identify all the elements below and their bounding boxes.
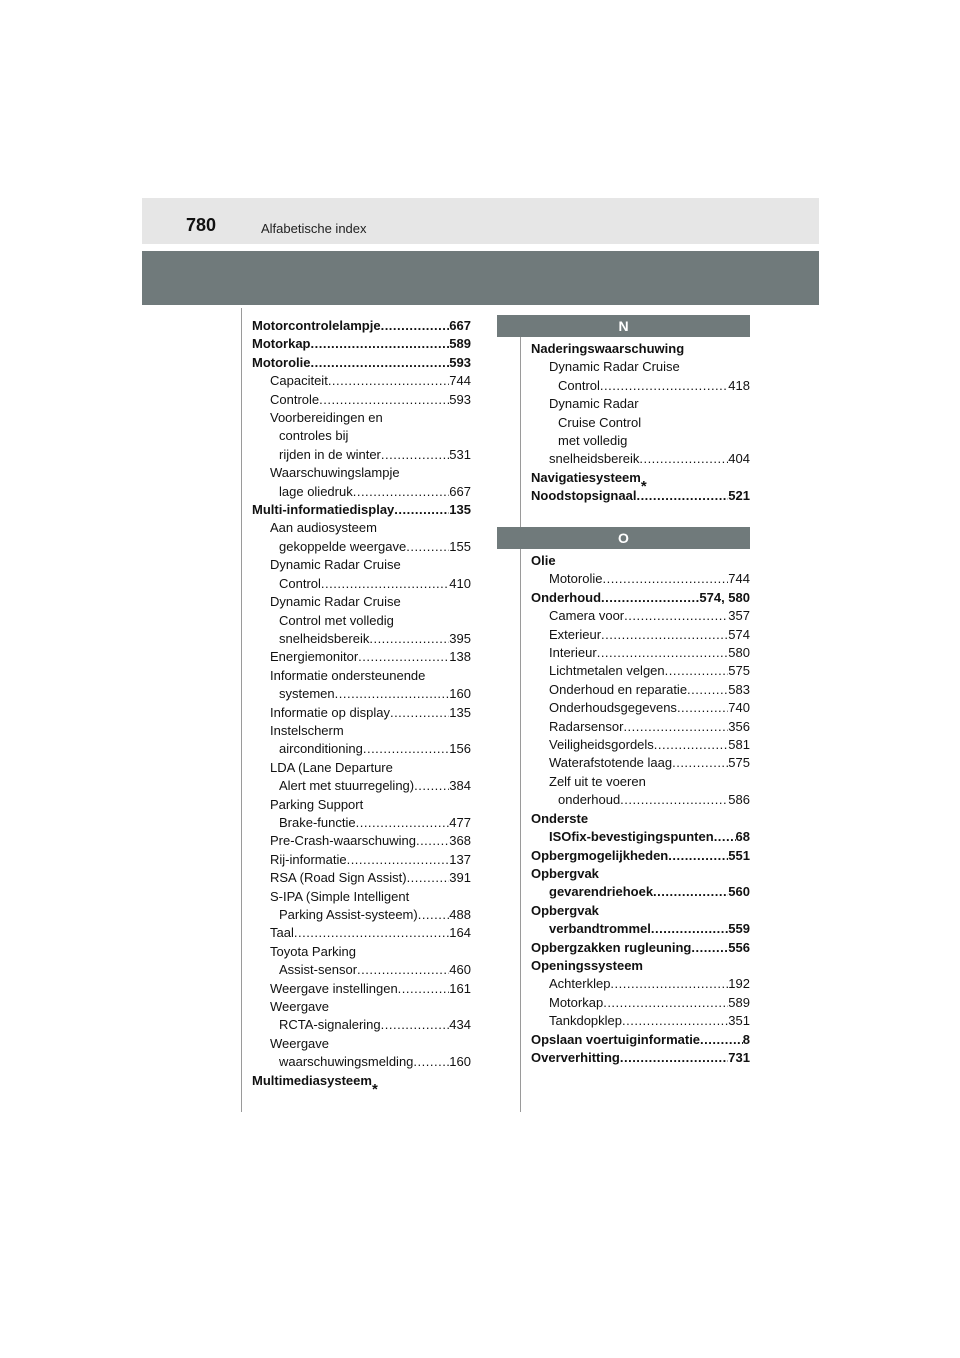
- entry-page-number: 357: [728, 608, 750, 624]
- entry-term: Parking Support: [270, 796, 364, 812]
- entry-term: S-IPA (Simple Intelligent: [270, 888, 410, 904]
- index-entry: [252, 1053, 471, 1071]
- index-entry: [531, 552, 750, 570]
- entry-page-number: 667: [449, 483, 471, 499]
- index-entry: [531, 395, 750, 413]
- index-entry: [531, 681, 750, 699]
- index-entry: [252, 648, 471, 666]
- index-entry: [531, 865, 750, 883]
- dot-leader: [654, 736, 729, 754]
- entry-page-number: 488: [449, 907, 471, 922]
- entry-page-number: 589: [449, 336, 471, 352]
- entry-term: Aan audiosysteem: [270, 520, 377, 536]
- index-entry: [531, 414, 750, 432]
- entry-term: RCTA-signalering: [279, 1017, 381, 1033]
- entry-term: Instelscherm: [270, 722, 344, 738]
- entry-term: Oververhitting: [531, 1049, 620, 1065]
- dot-leader: [677, 699, 728, 717]
- index-entry: [252, 612, 471, 630]
- dot-leader: [369, 630, 449, 648]
- index-entry: [252, 391, 471, 409]
- entry-page-number: 589: [728, 994, 750, 1010]
- entry-term: Informatie ondersteunende: [270, 667, 426, 683]
- entry-page-number: 368: [449, 833, 471, 849]
- entry-term: rijden in de winter: [279, 446, 381, 462]
- entry-term: Dynamic Radar Cruise: [270, 557, 401, 573]
- entry-page-number: 137: [449, 851, 471, 867]
- index-entry: [252, 354, 471, 372]
- index-entry: [252, 851, 471, 869]
- entry-term: Radarsensor: [549, 718, 624, 734]
- entry-page-number: 477: [449, 814, 471, 830]
- index-entry: [531, 810, 750, 828]
- entry-term: Opbergvak: [531, 865, 599, 881]
- index-entry: [252, 777, 471, 795]
- index-entry: [531, 994, 750, 1012]
- entry-term: Onderhoudsgegevens: [549, 700, 677, 716]
- index-entry: [531, 828, 750, 846]
- entry-page-number: 593: [449, 354, 471, 370]
- entry-term: Weergave: [270, 999, 330, 1015]
- entry-term: snelheidsbereik: [279, 630, 370, 646]
- dot-leader: [407, 869, 450, 887]
- dot-leader: [406, 538, 449, 556]
- entry-page-number: 138: [449, 649, 471, 665]
- index-entry: [531, 432, 750, 450]
- entry-term: Noodstopsignaal: [531, 488, 637, 504]
- entry-term: verbandtrommel: [549, 921, 651, 937]
- index-entry: [252, 483, 471, 501]
- entry-term: Dynamic Radar Cruise: [549, 359, 680, 375]
- entry-term: Taal: [270, 925, 294, 941]
- entry-term: Informatie op display: [270, 704, 390, 720]
- entry-term: Camera voor: [549, 608, 625, 624]
- dot-leader: [624, 607, 728, 625]
- entry-term: Opbergmogelijkheden: [531, 847, 669, 863]
- entry-term: controles bij: [279, 428, 349, 444]
- entry-page-number: 192: [728, 976, 750, 992]
- index-entry: [252, 372, 471, 390]
- index-entry: [252, 814, 471, 832]
- index-entry: Navigatiesysteem *: [531, 469, 647, 496]
- dot-leader: [413, 1053, 449, 1071]
- entry-term: RSA (Road Sign Assist): [270, 870, 407, 886]
- dot-leader: [601, 589, 699, 607]
- entry-term: Onderste: [531, 810, 589, 826]
- index-entry: [252, 519, 471, 537]
- dot-leader: [381, 1016, 450, 1034]
- entry-page-number: 68: [735, 829, 750, 845]
- dot-leader: [600, 377, 728, 395]
- entry-term: Rij-informatie: [270, 851, 347, 867]
- index-entry: [531, 957, 750, 975]
- index-column-right-o: [497, 527, 750, 1067]
- index-entry: [252, 832, 471, 850]
- dot-leader: [668, 847, 728, 865]
- page-number: 780: [186, 215, 217, 235]
- entry-page-number: 410: [449, 575, 471, 591]
- entry-term: onderhoud: [558, 792, 621, 808]
- dot-leader: [687, 681, 728, 699]
- entry-term: Exterieur: [549, 626, 602, 642]
- index-entry: [531, 570, 750, 588]
- dot-leader: [651, 920, 728, 938]
- dot-leader: [294, 924, 449, 942]
- entry-page-number: 556: [728, 939, 750, 955]
- entry-term: Controle: [270, 391, 320, 407]
- entry-term: snelheidsbereik: [549, 451, 640, 467]
- index-entry: [531, 607, 750, 625]
- index-entry: Multimediasysteem *: [252, 1072, 378, 1099]
- index-entry: [531, 939, 750, 957]
- index-column-left: [252, 317, 471, 1099]
- index-entry: [531, 450, 750, 468]
- dot-leader: [416, 832, 449, 850]
- entry-page-number: 574: [728, 626, 750, 642]
- index-entry: [531, 662, 750, 680]
- dot-leader: [358, 648, 449, 666]
- index-entry: [531, 626, 750, 644]
- index-entry: [252, 685, 471, 703]
- dot-leader: [601, 626, 728, 644]
- entry-term: lage oliedruk: [279, 483, 353, 499]
- index-entry: [252, 575, 471, 593]
- entry-term: Onderhoud: [531, 589, 602, 605]
- entry-page-number: 581: [728, 737, 750, 753]
- entry-term: Control: [279, 575, 321, 591]
- entry-term: Naderingswaarschuwing: [531, 341, 685, 356]
- entry-term: Pre-Crash-waarschuwing: [270, 833, 416, 849]
- entry-term: Cruise Control: [558, 414, 642, 430]
- dot-leader: [319, 391, 449, 409]
- entry-term: Interieur: [549, 645, 597, 661]
- dot-leader: [381, 446, 449, 464]
- index-entry: [252, 704, 471, 722]
- entry-term: Parking Assist-systeem): [279, 907, 418, 922]
- dot-leader: [398, 980, 450, 998]
- entry-page-number: 593: [449, 391, 471, 407]
- entry-term: Dynamic Radar Cruise: [270, 594, 401, 610]
- entry-term: Opbergzakken rugleuning: [531, 939, 692, 955]
- entry-term: Motorolie: [549, 571, 603, 587]
- index-entry: [531, 699, 750, 717]
- section-title: Alfabetische index: [261, 221, 367, 236]
- index-entry: [531, 358, 750, 376]
- dot-leader: [347, 851, 450, 869]
- dot-leader: [356, 814, 450, 832]
- entry-page-number: 418: [728, 377, 750, 393]
- index-entry: [252, 906, 471, 924]
- entry-term: Motorkap: [252, 336, 311, 352]
- entry-page-number: 161: [449, 980, 471, 996]
- section-o-entries: [497, 549, 750, 1067]
- index-entry: [252, 1035, 471, 1053]
- entry-term: Lichtmetalen velgen: [549, 663, 665, 679]
- entry-page-number: 575: [728, 755, 750, 771]
- entry-term: Openingssysteem: [531, 957, 643, 973]
- entry-page-number: 164: [449, 925, 471, 941]
- index-entry: [252, 335, 471, 353]
- entry-page-number: 351: [728, 1013, 750, 1029]
- dot-leader: [597, 644, 729, 662]
- entry-term: Waarschuwingslampje: [270, 465, 400, 481]
- dot-leader: [390, 704, 449, 722]
- entry-term: Weergave: [270, 1035, 330, 1051]
- index-entry: [252, 796, 471, 814]
- entry-term: gevarendriehoek: [549, 884, 654, 900]
- index-entry: [252, 667, 471, 685]
- letter-header-o: O: [497, 527, 750, 549]
- entry-page-number: 521: [728, 488, 750, 504]
- entry-term: ISOfix-bevestigingspunten: [549, 829, 714, 845]
- index-entry: [531, 736, 750, 754]
- entry-page-number: 391: [449, 870, 471, 886]
- index-entry: [252, 869, 471, 887]
- index-entry: [531, 920, 750, 938]
- index-entry: [252, 961, 471, 979]
- index-entry: [531, 340, 750, 358]
- index-entry: [252, 943, 471, 961]
- entry-term: Capaciteit: [270, 373, 328, 389]
- index-entry: [252, 980, 471, 998]
- letter-header-n: N: [497, 315, 750, 337]
- index-entry: [252, 501, 471, 519]
- entry-page-number: 135: [449, 704, 471, 720]
- dot-leader: [353, 483, 450, 501]
- header-dark-band: [142, 251, 819, 305]
- entry-page-number: 395: [449, 630, 471, 646]
- dot-leader: [363, 740, 449, 758]
- entry-term: Navigatiesysteem: [531, 469, 641, 485]
- entry-term: Weergave instellingen: [270, 980, 398, 996]
- entry-term: met volledig: [558, 433, 628, 449]
- entry-term: Multi-informatiedisplay: [252, 502, 395, 518]
- entry-term: Opslaan voertuiginformatie: [531, 1031, 701, 1047]
- entry-page-number: 551: [728, 847, 750, 863]
- entry-term: Multimediasysteem: [252, 1072, 372, 1088]
- entry-page-number: 583: [728, 681, 750, 697]
- entry-term: Alert met stuurregeling): [279, 778, 415, 794]
- entry-term: Zelf uit te voeren: [549, 773, 646, 789]
- index-entry: [531, 644, 750, 662]
- entry-page-number: 667: [449, 318, 471, 333]
- entry-term: Motorcontrolelampje: [252, 318, 381, 333]
- index-entry: [531, 487, 750, 505]
- entry-page-number: 560: [728, 884, 750, 900]
- dot-leader: [321, 575, 449, 593]
- dot-leader: [311, 354, 450, 372]
- index-entry: [531, 791, 750, 809]
- entry-term: Waterafstotende laag: [549, 755, 673, 771]
- entry-page-number: 356: [728, 718, 750, 734]
- entry-term: Olie: [531, 553, 556, 568]
- entry-page-number: 575: [728, 663, 750, 679]
- entry-term: gekoppelde weergave: [279, 538, 407, 554]
- index-entry: [252, 740, 471, 758]
- entry-page-number: 384: [449, 778, 471, 794]
- index-entry: [531, 718, 750, 736]
- index-entry: [252, 1016, 471, 1034]
- entry-term: Energiemonitor: [270, 649, 359, 665]
- dot-leader: [665, 662, 729, 680]
- dot-leader: [653, 883, 728, 901]
- entry-page-number: 744: [728, 571, 750, 587]
- dot-leader: [714, 828, 736, 846]
- entry-page-number: 586: [728, 792, 750, 808]
- index-entry: [252, 427, 471, 445]
- left-column-rule: [241, 308, 242, 1112]
- dot-leader: [610, 975, 728, 993]
- index-entry: [252, 538, 471, 556]
- dot-leader: [335, 685, 450, 703]
- index-entry: [531, 1012, 750, 1030]
- entry-page-number: 155: [449, 538, 471, 554]
- entry-term: Veiligheidsgordels: [549, 737, 654, 753]
- dot-leader: [394, 501, 449, 519]
- header-band: [142, 198, 819, 244]
- entry-page-number: 160: [449, 686, 471, 702]
- entry-term: Achterklep: [549, 976, 611, 992]
- index-entry: [252, 317, 471, 335]
- dot-leader: [602, 570, 728, 588]
- dot-leader: [622, 1012, 728, 1030]
- dot-leader: [328, 372, 449, 390]
- dot-leader: [700, 1031, 743, 1049]
- entry-page-number: 135: [449, 502, 471, 518]
- index-entry: [531, 975, 750, 993]
- entry-page-number: 531: [449, 446, 471, 462]
- entry-term: Brake-functie: [279, 814, 356, 830]
- dot-leader: [414, 777, 449, 795]
- entry-term: airconditioning: [279, 741, 363, 757]
- entry-term: Dynamic Radar: [549, 396, 639, 412]
- dot-leader: [381, 317, 450, 335]
- index-entry: [531, 773, 750, 791]
- entry-term: systemen: [279, 686, 335, 702]
- dot-leader: [620, 791, 728, 809]
- entry-page-number: 8: [742, 1031, 750, 1047]
- entry-page-number: 160: [449, 1054, 471, 1070]
- dot-leader: [691, 939, 728, 957]
- entry-term: Control: [558, 377, 600, 393]
- index-entry: [531, 754, 750, 772]
- entry-page-number: 574, 580: [699, 589, 750, 605]
- index-entry: [252, 409, 471, 427]
- entry-term: LDA (Lane Departure: [270, 759, 393, 775]
- index-entry: [252, 924, 471, 942]
- entry-term: Assist-sensor: [279, 962, 358, 978]
- index-entry: [252, 556, 471, 574]
- dot-leader: [623, 718, 728, 736]
- dot-leader: [620, 1049, 728, 1067]
- index-entry: [531, 902, 750, 920]
- entry-term: waarschuwingsmelding: [279, 1054, 414, 1070]
- index-entry: [252, 630, 471, 648]
- index-entry: [252, 593, 471, 611]
- index-entry: [531, 1031, 750, 1049]
- dot-leader: [636, 487, 728, 505]
- dot-leader: [418, 906, 450, 924]
- index-entry: [252, 759, 471, 777]
- entry-term: Voorbereidingen en: [270, 410, 383, 426]
- dot-leader: [603, 994, 728, 1012]
- entry-page-number: 731: [728, 1049, 750, 1065]
- entry-term: Onderhoud en reparatie: [549, 681, 688, 697]
- entry-term: Opbergvak: [531, 902, 599, 918]
- dot-leader: [357, 961, 449, 979]
- index-entry: [531, 377, 750, 395]
- entry-page-number: 580: [728, 645, 750, 661]
- entry-page-number: 744: [449, 373, 471, 389]
- index-entry: [252, 888, 471, 906]
- entry-term: Motorolie: [252, 354, 311, 370]
- dot-leader: [311, 335, 450, 353]
- section-n-entries: [497, 337, 750, 506]
- entry-term: Control met volledig: [279, 612, 394, 628]
- index-column-right-n: [497, 315, 750, 506]
- index-entry: [252, 722, 471, 740]
- index-entry: [252, 464, 471, 482]
- entry-page-number: 740: [728, 700, 750, 716]
- index-entry: [252, 998, 471, 1016]
- dot-leader: [672, 754, 728, 772]
- index-entry: [531, 589, 750, 607]
- entry-page-number: 434: [449, 1017, 471, 1033]
- entry-page-number: 559: [728, 921, 750, 937]
- entry-term: Tankdopklep: [549, 1013, 622, 1029]
- index-entry: [531, 883, 750, 901]
- entry-term: Toyota Parking: [270, 943, 356, 959]
- index-entry: [252, 446, 471, 464]
- entry-page-number: 156: [449, 741, 471, 757]
- entry-page-number: 460: [449, 962, 471, 978]
- dot-leader: [639, 450, 728, 468]
- entry-page-number: 404: [728, 451, 750, 467]
- index-entry: [531, 847, 750, 865]
- index-entry: [531, 1049, 750, 1067]
- entry-term: Motorkap: [549, 994, 604, 1010]
